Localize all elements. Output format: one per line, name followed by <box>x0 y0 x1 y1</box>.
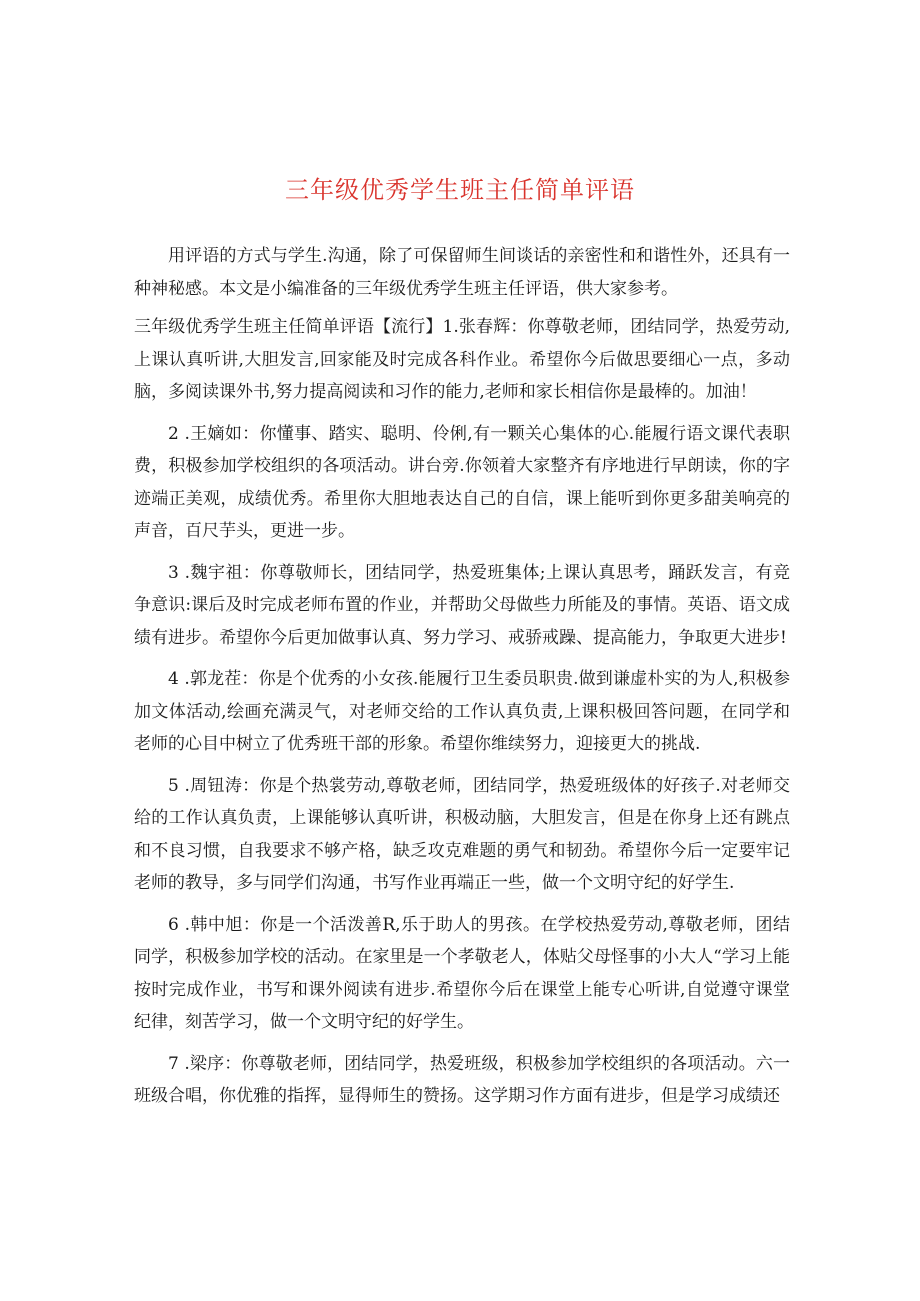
comment-paragraph-5: 5 .周钮涛：你是个热裳劳动,尊敬老师，团结同学，热爱班级体的好孩子.对老师交给的工作认真负责，上课能够认真听讲，积极动脑，大胆发言，但是在你身上还有跳点和不良习惯，自我要求不够产格，缺乏攻克难题的勇气和韧劲。希望你今后一定要牢记老师的教导，多与同学们沟通，书写作业再端正一些，做一个文明守纪的好学生. <box>134 775 790 893</box>
comment-paragraph-7: 7 .梁序：你尊敬老师，团结同学，热爱班级，积极参加学校组织的各项活动。六一班级合唱，你优雅的指挥，显得师生的赞扬。这学期习作方面有进步，但是学习成绩还 <box>134 1053 790 1106</box>
comment-paragraph-2: 2 .王嫡如：你懂事、踏实、聪明、伶俐,有一颗关心集体的心.能履行语文课代表职费，积极参加学校组织的各项活动。讲台旁.你领着大家整齐有序地进行早朗读，你的字迹端正美观，成绩优秀。希里你大胆地表达自己的自信，课上能听到你更多甜美响亮的声音，百尺芋头，更进一步。 <box>134 423 790 541</box>
document-body <box>134 240 790 1122</box>
comment-paragraph-4: 4 .郭龙茬：你是个优秀的小女孩.能履行卫生委员职贵.做到谦虚朴实的为人,积极参加文体活动,绘画充满灵气，对老师交给的工作认真负责,上课积极回答问题，在同学和老师的心目中树立了优秀班干部的形象。希望你维续努力，迎接更大的挑战. <box>134 669 790 754</box>
comment-paragraph-6: 6 .韩中旭：你是一个活泼善R,乐于助人的男孩。在学校热爱劳动,尊敬老师，团结同学，积极参加学校的活动。在家里是一个孝敬老人，体贴父母怪事的小大人“学习上能按时完成作业，书写和课外阅读有进步.希望你今后在课堂上能专心听讲,自觉遵守课堂纪律，刻苦学习，做一个文明守纪的好学生。 <box>134 914 790 1032</box>
intro-paragraph: 用评语的方式与学生.沟通，除了可保留师生间谈话的亲密性和和谐性外，还具有一种神秘感。本文是小编准备的三年级优秀学生班主任评语，供大家参考。 <box>134 246 790 299</box>
document-title: 三年级优秀学生班主任简单评语 <box>285 176 635 204</box>
comment-paragraph-3: 3 .魏宇祖：你尊敬师长，团结同学，热爱班集体;上课认真思考，踊跃发言，有竞争意识:课后及时完成老师布置的作业，并帮助父母做些力所能及的事情。英语、语文成绩有进步。希望你今后更加做事认真、努力学习、戒骄戒躁、提高能力，争取更大进步! <box>134 562 790 648</box>
comment-paragraph-1: 三年级优秀学生班主任简单评语【流行】1.张春辉：你尊敬老师，团结同学，热爱劳动,上课认真听讲,大胆发言,回家能及时完成各科作业。希望你今后做思要细心一点，多动脑，多阅读课外书,努力提高阅读和习作的能力,老师和家长相信你是最棒的。加油！ <box>134 317 790 402</box>
